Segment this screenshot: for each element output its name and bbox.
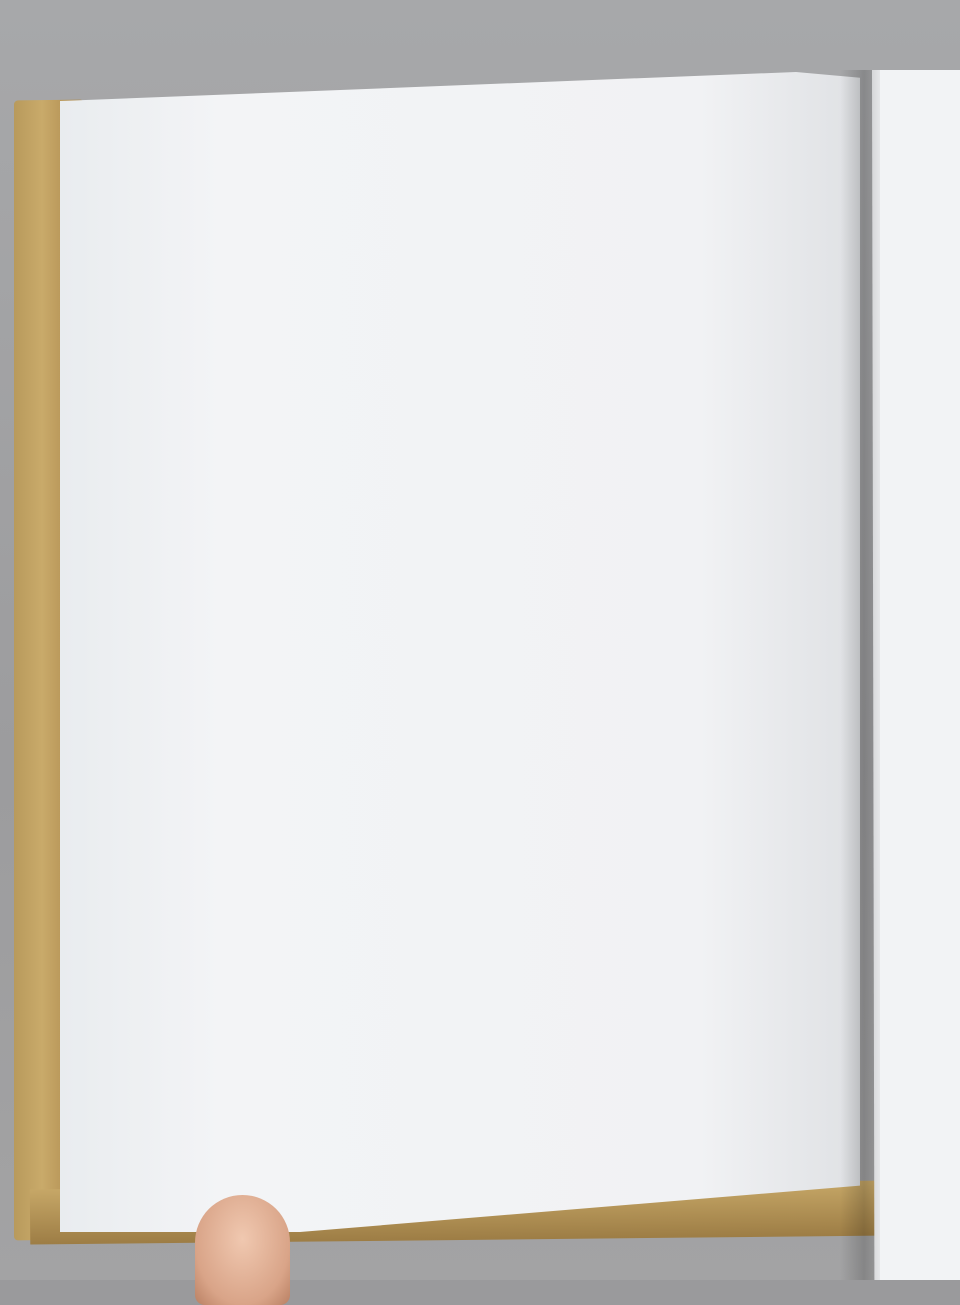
left-page [60,72,860,1232]
finger-holding-book [195,1195,290,1305]
book-gutter [840,70,880,1280]
right-page [872,70,960,1280]
